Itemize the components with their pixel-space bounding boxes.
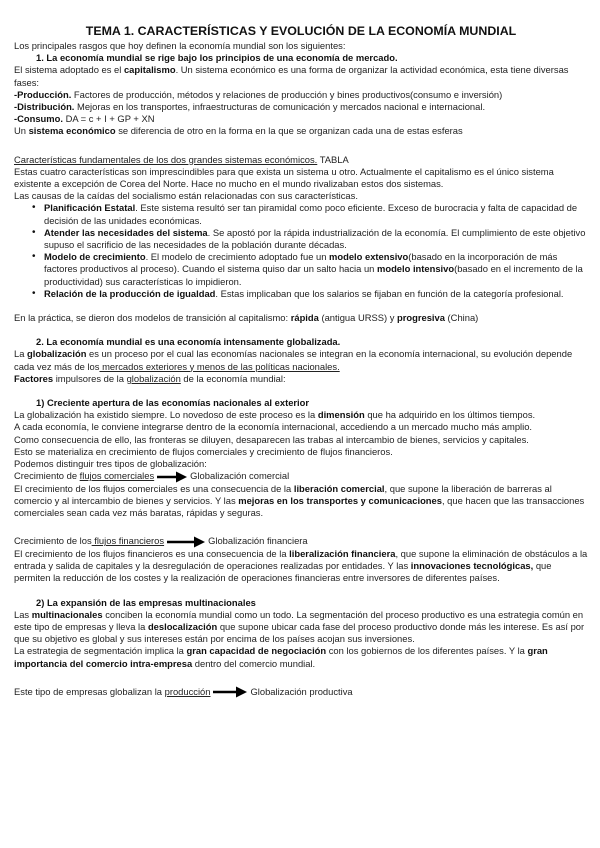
list-item: • Relación de la producción de igualdad. Estas implicaban que los salarios se fijaban en función de la categoría profesional. (32, 288, 588, 300)
commercial-flow-line: Crecimiento de flujos comerciales Globalización comercial (14, 470, 290, 482)
commercial-paragraph: El crecimiento de los flujos comerciales es una consecuencia de la liberación comercial, que supone la liberación de barreras al comercio y al intercambio de bienes y servicios. Y las mejoras en los transportes y comunicaciones, que hacen que las transacciones comerciales sean cada vez más baratas, rápidas y seguras. (14, 482, 585, 519)
section-1-heading: 1. La economía mundial se rige bajo los principios de una economía de mercado. (36, 52, 398, 64)
fundamentals-heading: Características fundamentales de los dos grandes sistemas económicos. TABLA (14, 153, 349, 165)
capitalism-paragraph: El sistema adoptado es el capitalismo. Un sistema económico es una forma de organizar la actividad económica, esta tiene diversas fases: (14, 64, 569, 88)
distribution-line: -Distribución. Mejoras en los transportes, infraestructuras de comunicación y mercados nacional e internacional. (14, 101, 486, 113)
production-line: -Producción. Factores de producción, métodos y relaciones de producción y bines productivos(consumo e inversión) (14, 88, 503, 100)
multinationals-paragraph: Las multinacionales conciben la economía mundial como un todo. La segmentación del proceso productivo es una estrategia común en este tipo de empresas y lleva la deslocalización que supone ubicar cada fase del proceso productivo donde más les interese. Es así por que su objetivo es global y sus intereses están por encima de los países acojan sus inversiones. (14, 608, 585, 645)
transition-models-line: En la práctica, se dieron dos modelos de transición al capitalismo: rápida (antigua URSS) y progresiva (China) (14, 312, 479, 324)
list-item: • Planificación Estatal. Este sistema resultó ser tan piramidal como poco eficiente. Exceso de burocracia y falta de capacidad de decisión de las unidades económicas. (32, 202, 588, 226)
causes-line: Las causas de la caídas del socialismo están relacionadas con sus características. (14, 190, 358, 202)
segmentation-paragraph: La estrategia de segmentación implica la gran capacidad de negociación con los gobiernos de los diferentes países. Y la gran importancia del comercio intra-empresa dentro del comercio mundial. (14, 645, 548, 669)
right-arrow-icon (213, 686, 247, 698)
types-line: Podemos distinguir tres tipos de globalización: (14, 458, 207, 470)
economic-system-line: Un sistema económico se diferencia de otro en la forma en la que se organizan cada una de estas esferas (14, 125, 463, 137)
financial-flow-line: Crecimiento de los flujos financieros Globalización financiera (14, 535, 308, 547)
borders-line: Como consecuencia de ello, las fronteras se diluyen, desaparecen las trabas al intercambio de bienes, servicios y capitales. (14, 433, 529, 445)
right-arrow-icon (167, 536, 205, 548)
list-item: • Modelo de crecimiento. El modelo de crecimiento adoptado fue un modelo extensivo(basado en la incorporación de más factores productivos al proceso). Cuando el sistema quiso dar un salto hacia un modelo intensivo(basado en el incremento de la productividad) sus características lo impidieron. (32, 251, 588, 288)
integration-line: A cada economía, le conviene integrarse dentro de la economía internacional, accediendo a un mercado mucho más amplio. (14, 421, 533, 433)
production-flow-line: Este tipo de empresas globalizan la producción Globalización productiva (14, 685, 353, 697)
right-arrow-icon (157, 471, 187, 483)
dimension-line: La globalización ha existido siempre. Lo novedoso de este proceso es la dimensión que ha adquirido en los últimos tiempos. (14, 409, 536, 421)
fundamentals-paragraph: Estas cuatro características son imprescindibles para que exista un sistema u otro. Actualmente el capitalismo es el único sistema existente a excepción de Corea del Norte. Hace no mucho en el mundo rivalizaban estos dos sistemas. (14, 165, 554, 190)
consumption-line: -Consumo. DA = c + I + GP + XN (14, 113, 155, 125)
globalization-paragraph: La globalización es un proceso por el cual las economías nacionales se integran en la economía internacional, su evolución depende cada vez más de los mercados exteriores y menos de las políticas nacionales. (14, 348, 573, 372)
page-title: TEMA 1. CARACTERÍSTICAS Y EVOLUCIÓN DE LA ECONOMÍA MUNDIAL (85, 24, 517, 38)
factors-line: Factores impulsores de la globalización de la economía mundial: (14, 372, 286, 384)
subsection-2-heading: 2) La expansión de las empresas multinacionales (36, 596, 256, 608)
intro-text: Los principales rasgos que hoy definen la economía mundial son los siguientes: (14, 40, 346, 51)
list-item: • Atender las necesidades del sistema. Se apostó por la rápida industrialización de la economía. El cumplimiento de este objetivo supuso el sacrificio de las necesidades de la población durante décadas. (32, 227, 588, 251)
causes-list (14, 202, 588, 300)
financial-paragraph: El crecimiento de los flujos financieros es una consecuencia de la liberalización financiera, que supone la eliminación de obstáculos a la entrada y salida de capitales y la desregulación de operaciones realizadas por entidades. Y las innovaciones tecnológicas, que permiten la reducción de los costes y la realización de operaciones financieras entre inversores de diferentes países. (14, 547, 588, 584)
subsection-1-heading: 1) Creciente apertura de las economías nacionales al exterior (36, 397, 310, 409)
section-2-heading: 2. La economía mundial es una economía intensamente globalizada. (36, 336, 341, 348)
flows-line: Esto se materializa en crecimiento de flujos comerciales y crecimiento de flujos financieros. (14, 445, 393, 457)
